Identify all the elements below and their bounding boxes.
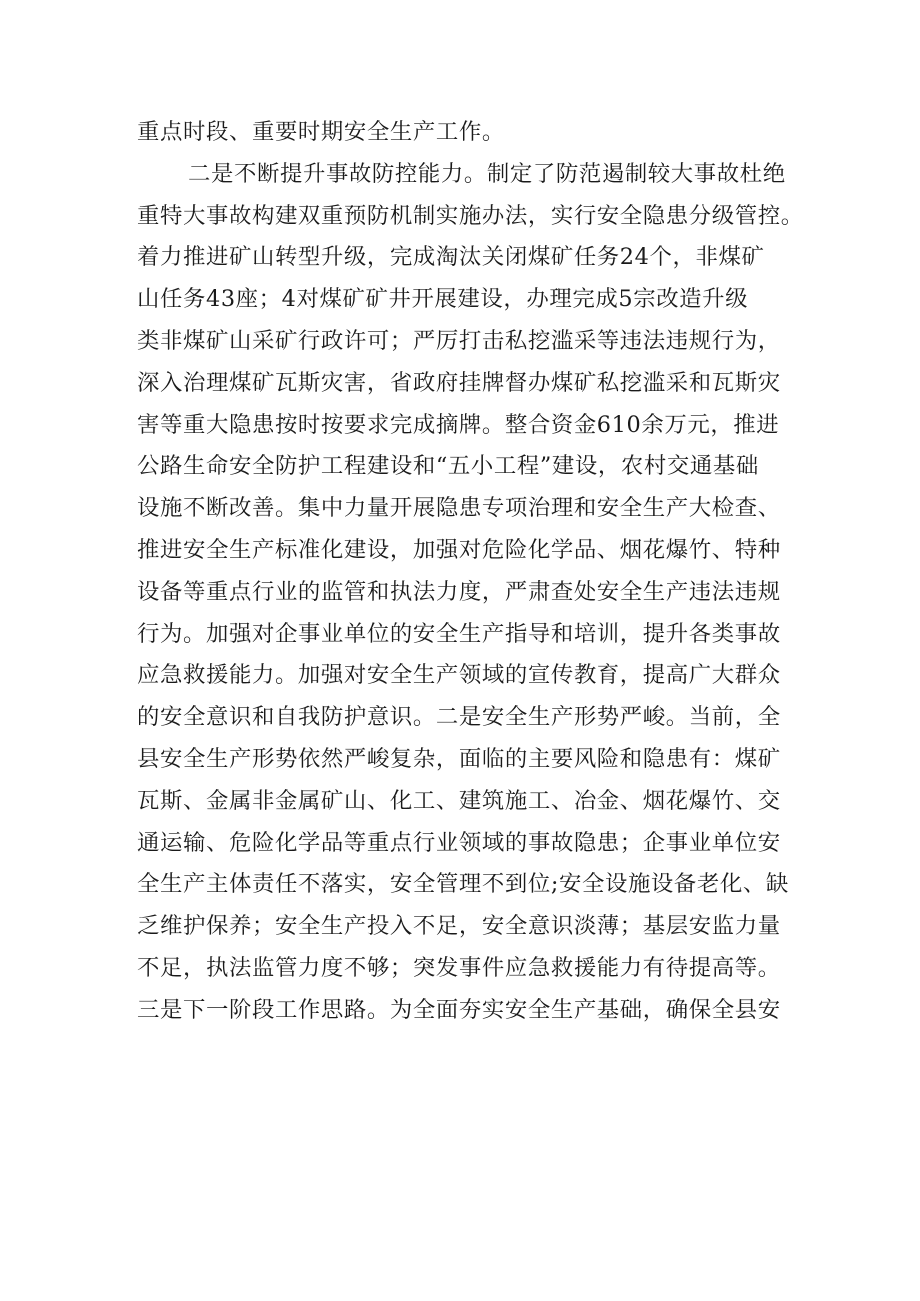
text-line-21: 不足，执法监管力度不够；突发事件应急救援能力有待提高等。 [137,954,781,981]
text-line-10: 设施不断改善。集中力量开展隐患专项治理和安全生产大检查、 [137,495,781,522]
text-line-3: 重特大事故构建双重预防机制实施办法，实行安全隐患分级管控。 [137,202,804,229]
paragraph-start-line: 二是不断提升事故防控能力。制定了防范遏制较大事故杜绝 [188,160,786,187]
text-line-17: 瓦斯、金属非金属矿山、化工、建筑施工、冶金、烟花爆竹、交 [137,787,781,814]
text-line-19: 全生产主体责任不落实，安全管理不到位;安全设施设备老化、缺 [137,871,789,898]
text-line-9: 公路生命安全防护工程建设和“五小工程”建设，农村交通基础 [137,453,759,480]
text-line-11: 推进安全生产标准化建设，加强对危险化学品、烟花爆竹、特种 [137,536,781,563]
text-line-20: 乏维护保养；安全生产投入不足，安全意识淡薄；基层安监力量 [137,913,781,940]
text-line-5: 山任务43座；4对煤矿矿井开展建设，办理完成5宗改造升级 [137,286,749,313]
body-text [137,112,804,1032]
text-line-16: 县安全生产形势依然严峻复杂，面临的主要风险和隐患有：煤矿 [137,745,781,772]
text-line-13: 行为。加强对企事业单位的安全生产指导和培训，提升各类事故 [137,620,781,647]
text-line-12: 设备等重点行业的监管和执法力度，严肃查处安全生产违法违规 [137,578,781,605]
text-line-14: 应急救援能力。加强对安全生产领域的宣传教育，提高广大群众 [137,662,781,689]
text-line-7: 深入治理煤矿瓦斯灾害，省政府挂牌督办煤矿私挖滥采和瓦斯灾 [137,369,781,396]
text-line-18: 通运输、危险化学品等重点行业领域的事故隐患；企事业单位安 [137,829,781,856]
text-line-6: 类非煤矿山采矿行政许可；严厉打击私挖滥采等违法违规行为， [137,327,781,354]
text-line-8: 害等重大隐患按时按要求完成摘牌。整合资金610余万元，推进 [137,411,780,438]
text-line-15: 的安全意识和自我防护意识。二是安全生产形势严峻。当前，全 [137,704,781,731]
text-line-4: 着力推进矿山转型升级，完成淘汰关闭煤矿任务24个，非煤矿 [137,244,765,271]
text-line-22: 三是下一阶段工作思路。为全面夯实安全生产基础，确保全县安 [137,996,781,1023]
text-line-1: 重点时段、重要时期安全生产工作。 [137,119,505,145]
